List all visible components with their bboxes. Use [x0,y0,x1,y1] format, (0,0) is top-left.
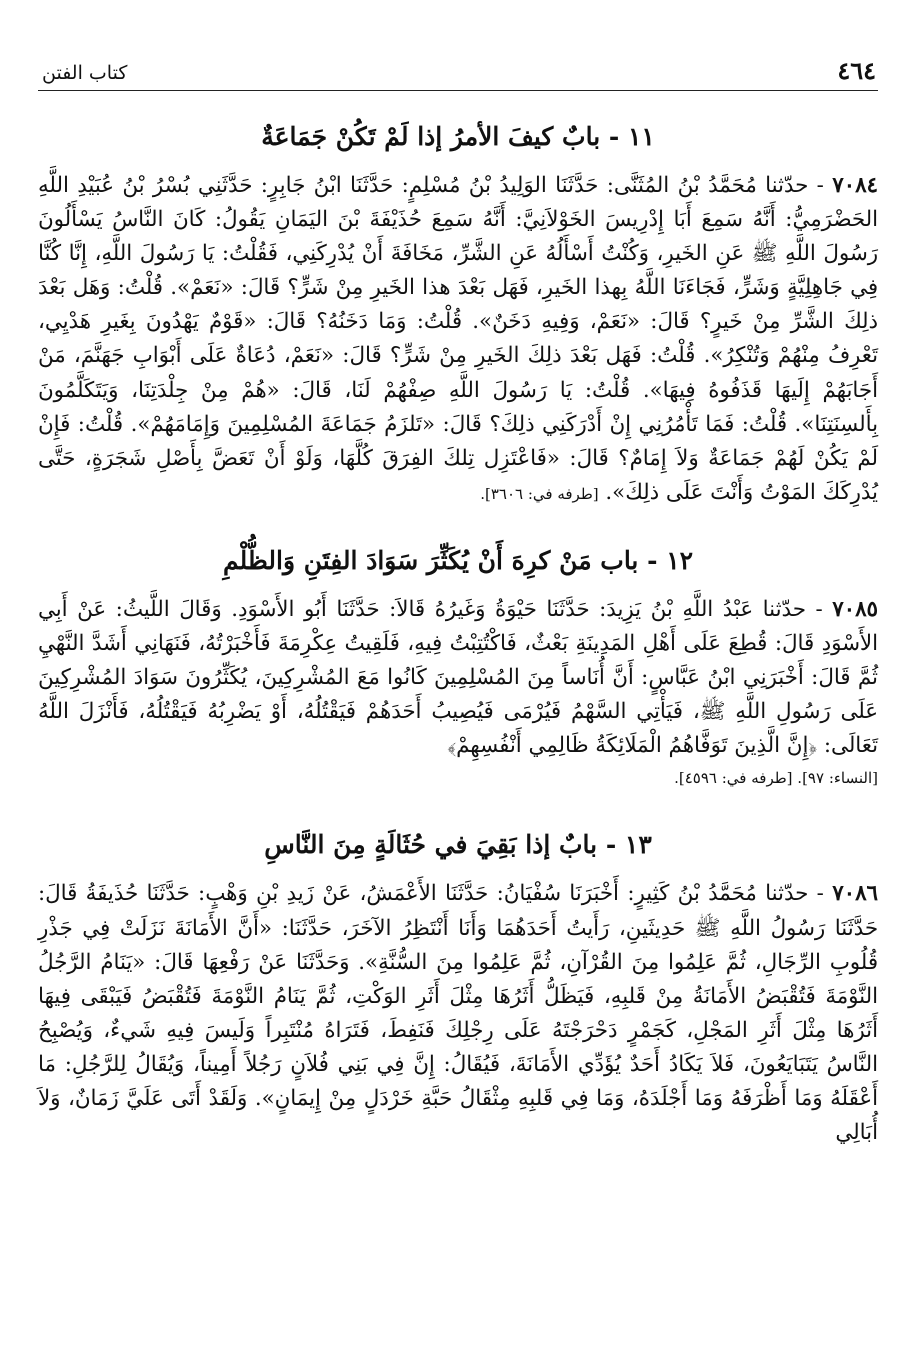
hadith-number: ٧٠٨٤ [832,173,878,198]
hadith-text: - حدّثنا مُحَمَّدُ بْنُ كَثِيرٍ: أَخْبَرَنَا سُفْيَانُ: حَدَّثَنَا الأَعْمَشُ، عَنْ زَيدِ بْنِ وَهْبٍ: حَدَّثَنَا حُذَيفَةُ قَالَ: حَدَّثَنَا رَسُولُ اللَّهِ ﷺ حَدِيثَينِ، رَأَيتُ أَحَدَهُمَا وَأَنَا أَنْتَظِرُ الآخَرَ، حَدَّثَنَا: «أَنَّ الأَمَانَةَ نَزَلَتْ فِي جَذْرِ قُلُوبِ الرِّجَالِ، ثُمَّ عَلِمُوا مِنَ القُرْآنِ، ثُمَّ عَلِمُوا مِنَ السُّنَّةِ». وَحَدَّثَنَا عَنْ رَفْعِهَا قَالَ: «يَنَامُ الرَّجُلُ النَّوْمَةَ فَتُقْبَضُ الأَمَانَةُ مِنْ قَلبِهِ، فَيَظَلُّ أَثَرُهَا مِثْلَ أَثَرِ الوَكْتِ، ثُمَّ يَنَامُ النَّوْمَةَ فَتُقْبَضُ فَيَبْقَى فِيهَا أَثَرُهَا مِثْلَ أَثَرِ المَجْلِ، كَجَمْرٍ دَحْرَجْتَهُ عَلَى رِجْلِكَ فَنَفِطَ، فَتَرَاهُ مُنْتَبِراً وَلَيسَ فِيهِ شَيءٌ، وَيُصْبِحُ النَّاسُ يَتَبَايَعُونَ، فَلاَ يَكَادُ أَحَدٌ يُؤَدِّي الأَمَانَةَ، فَيُقَالُ: إِنَّ فِي بَنِي فُلاَنٍ رَجُلاً أَمِيناً، وَيُقَالُ لِلرَّجُلِ: مَا أَعْقَلَهُ وَمَا أَظْرَفَهُ وَمَا أَجْلَدَهُ، وَمَا فِي قَلبِهِ مِثْقَالُ حَبَّةِ خَرْدَلٍ مِنْ إِيمَانٍ». وَلَقَدْ أَتَى عَلَيَّ زَمَانٌ، وَلاَ أُبَالِي [38,881,878,1146]
book-title: كتاب الفتن [42,62,128,84]
chapter-heading: ١٣ - بابٌ إذا بَقِيَ في حُثَالَةٍ مِنَ النَّاسِ [264,830,652,860]
page-number: ٤٦٤ [837,56,876,85]
cross-reference-note: [طرفه في: ٣٦٠٦]. [480,484,599,503]
hadith-paragraph [38,877,878,1150]
hadith-text: - حدّثنا مُحَمَّدُ بْنُ المُثَنَّى: حَدَّثَنَا الوَلِيدُ بْنُ مُسْلِمٍ: حَدَّثَنَا ابْنُ جَابِرٍ: حَدَّثَنِي بُسْرُ بْنُ عُبَيْدِ اللَّهِ الحَضْرَمِيُّ: أَنَّهُ سَمِعَ أَبَا إِدْرِيسَ الخَوْلاَنِيَّ: أَنَّهُ سَمِعَ حُذَيْفَةَ بْنَ اليَمَانِ يَقُولُ: كَانَ النَّاسُ يَسْأَلُونَ رَسُولَ اللَّهِ ﷺ عَنِ الخَيرِ، وَكُنْتُ أَسْأَلُهُ عَنِ الشَّرِّ، مَخَافَةَ أَنْ يُدْرِكَنِي، فَقُلْتُ: يَا رَسُولَ اللَّهِ، إِنَّا كُنَّا فِي جَاهِلِيَّةٍ وَشَرٍّ، فَجَاءَنَا اللَّهُ بِهذا الخَيرِ، فَهَل بَعْدَ هذا الخَيرِ مِنْ شَرٍّ؟ قَالَ: «نَعَمْ». قُلْتُ: وَهَل بَعْدَ ذلِكَ الشَّرِّ مِنْ خَيرٍ؟ قَالَ: «نَعَمْ، وَفِيهِ دَخَنٌ». قُلْتُ: وَمَا دَخَنُهُ؟ قَالَ: «قَوْمٌ يَهْدُونَ بِغَيرِ هَدْيِي، تَعْرِفُ مِنْهُمْ وَتُنْكِرُ». قُلْتُ: فَهَل بَعْدَ ذلِكَ الخَيرِ مِنْ شَرٍّ؟ قَالَ: «نَعَمْ، دُعَاةٌ عَلَى أَبْوَابِ جَهَنَّمَ، مَنْ أَجَابَهُمْ إِلَيهَا قَذَفُوهُ فِيهَا». قُلْتُ: يَا رَسُولَ اللَّهِ صِفْهُمْ لَنَا، قَالَ: «هُمْ مِنْ جِلْدَتِنَا، وَيَتَكَلَّمُونَ بِأَلسِنَتِنَا». قُلْتُ: فَمَا تَأْمُرُنِي إِنْ أَدْرَكَنِي ذلِكَ؟ قَالَ: «تَلزَمُ جَمَاعَةَ المُسْلِمِينَ وَإِمَامَهُمْ». قُلْتُ: فَإِنْ لَمْ يَكُنْ لَهُمْ جَمَاعَةٌ وَلاَ إِمَامٌ؟ قَالَ: «فَاعْتَزِل تِلكَ الفِرَقَ كُلَّهَا، وَلَوْ أَنْ تَعَضَّ بِأَصْلِ شَجَرَةٍ، حَتَّى يُدْرِكَكَ المَوْتُ وَأَنْتَ عَلَى ذلِكَ». [38,173,878,505]
book-page [38,52,878,1342]
chapter-section-13 [38,827,878,1150]
chapter-heading: ١١ - بابٌ كيفَ الأمرُ إذا لَمْ تَكُنْ جَمَاعَةٌ [261,122,655,151]
hadith-text: - حدّثنا عَبْدُ اللَّهِ بْنُ يَزِيدَ: حَدَّثَنَا حَيْوَةُ وَغَيرُهُ قَالاَ: حَدَّثَنَا أَبُو الأَسْوَدِ. وَقَالَ اللَّيثُ: عَنْ أَبِي الأَسْوَدِ قَالَ: قُطِعَ عَلَى أَهْلِ المَدِينَةِ بَعْثٌ، فَاكْتُتِبْتُ فِيهِ، فَلَقِيتُ عِكْرِمَةَ فَأَخْبَرْتُهُ، فَنَهَانِي أَشَدَّ النَّهْيِ ثُمَّ قَالَ: أَخْبَرَنِي ابْنُ عَبَّاسٍ: أَنَّ أُنَاساً مِنَ المُسْلِمِينَ كَانُوا مَعَ المُشْرِكِينَ، يُكَثِّرُونَ سَوَادَ المُشْرِكِينَ عَلَى رَسُولِ اللَّهِ ﷺ، فَيَأْتِي السَّهْمُ فَيُرْمَى فَيُصِيبُ أَحَدَهُمْ فَيَقْتُلُهُ، أَوْ يَضْرِبُهُ فَيَقْتُلُهُ، فَأَنْزَلَ اللَّهُ تَعَالَى: ﴿إِنَّ الَّذِينَ تَوَفَّاهُمُ الْمَلَائِكَةُ ظَالِمِي أَنْفُسِهِمْ﴾ [38,596,878,759]
hadith-number: ٧٠٨٦ [832,881,878,907]
chapter-section-12 [38,543,878,793]
hadith-number: ٧٠٨٥ [832,596,878,622]
chapter-section-11 [38,119,878,511]
hadith-paragraph [38,169,878,511]
hadith-paragraph [38,593,878,763]
running-header [38,52,878,91]
chapter-heading: ١٢ - باب مَنْ كرِهَ أَنْ يُكَثِّرَ سَوَادَ الفِتَنِ وَالظُّلْمِ [222,545,694,575]
cross-reference-note: [النساء: ٩٧]. [طرفه في: ٤٥٩٦]. [674,769,878,788]
